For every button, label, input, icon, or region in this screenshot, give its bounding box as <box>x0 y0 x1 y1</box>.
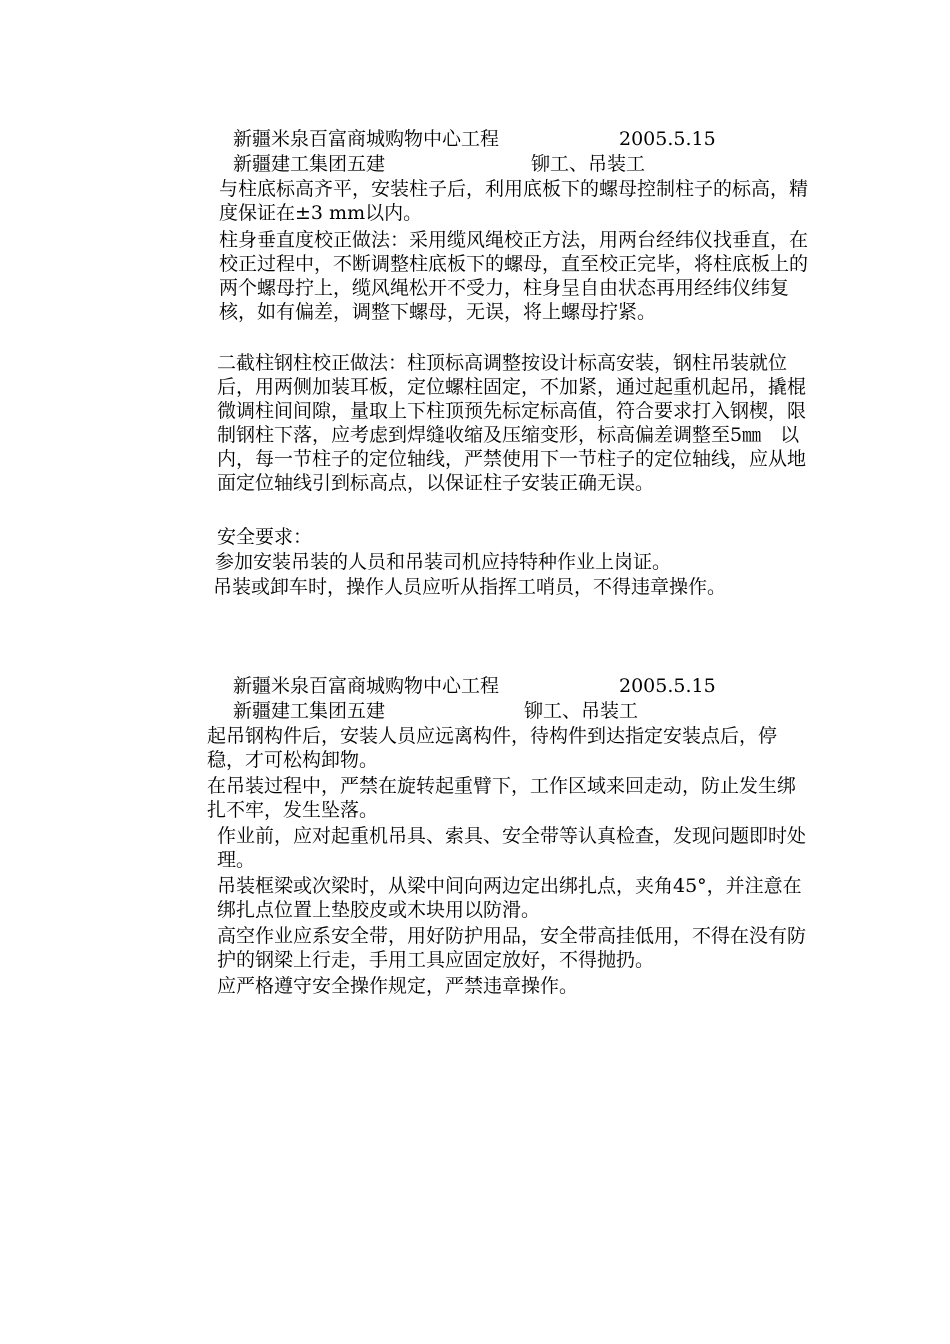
company-name: 新疆建工集团五建 <box>233 700 386 722</box>
trade-name: 铆工、吊装工 <box>531 153 646 175</box>
paragraph: 吊装或卸车时，操作人员应听从指挥工哨员，不得违章操作。 <box>213 576 727 598</box>
paragraph: 起吊钢构件后，安装人员应远离构件，待构件到达指定安装点后，停稳，才可松构卸物。 <box>207 725 778 771</box>
paragraph: 在吊装过程中，严禁在旋转起重臂下，工作区域来回走动，防止发生绑扎不牢，发生坠落。 <box>207 775 797 821</box>
date: 2005.5.15 <box>619 675 716 697</box>
paragraph: 作业前，应对起重机吊具、索具、安全带等认真检查，发现问题即时处理。 <box>217 825 807 871</box>
paragraph: 与柱底标高齐平，安装柱子后，利用底板下的螺母控制柱子的标高，精度保证在±3 mm以内。 <box>219 178 809 224</box>
paragraph: 柱身垂直度校正做法：采用缆风绳校正方法，用两台经纬仪找垂直，在校正过程中，不断调整柱底板下的螺母，直至校正完毕，将柱底板上的两个螺母拧上，缆风绳松开不受力，柱身呈自由状态再用经纬仪纬复核，如有偏差，调整下螺母，无误，将上螺母拧紧。 <box>219 229 809 323</box>
company-name: 新疆建工集团五建 <box>233 153 386 175</box>
project-title: 新疆米泉百富商城购物中心工程 <box>233 128 500 150</box>
paragraph: 参加安装吊装的人员和吊装司机应持特种作业上岗证。 <box>215 551 672 573</box>
safety-heading: 安全要求： <box>217 526 313 548</box>
date: 2005.5.15 <box>619 128 716 150</box>
paragraph: 应严格遵守安全操作规定，严禁违章操作。 <box>217 975 579 997</box>
trade-name: 铆工、吊装工 <box>524 700 639 722</box>
project-title: 新疆米泉百富商城购物中心工程 <box>233 675 500 697</box>
paragraph: 高空作业应系安全带，用好防护用品，安全带高挂低用，不得在没有防护的钢梁上行走，手用工具应固定放好，不得抛扔。 <box>217 925 807 971</box>
paragraph: 吊装框梁或次梁时，从梁中间向两边定出绑扎点，夹角45°，并注意在绑扎点位置上垫胶皮或木块用以防滑。 <box>217 875 802 921</box>
paragraph: 二截柱钢柱校正做法：柱顶标高调整按设计标高安装，钢柱吊装就位后，用两侧加装耳板，定位螺柱固定，不加紧，通过起重机起吊，撬棍微调柱间间隙，量取上下柱顶预先标定标高值，符合要求打入钢楔，限制钢柱下落，应考虑到焊缝收缩及压缩变形，标高偏差调整至5㎜ 以内，每一节柱子的定位轴线，严禁使用下一节柱子的定位轴线，应从地面定位轴线引到标高点，以保证柱子安装正确无误。 <box>217 352 807 494</box>
